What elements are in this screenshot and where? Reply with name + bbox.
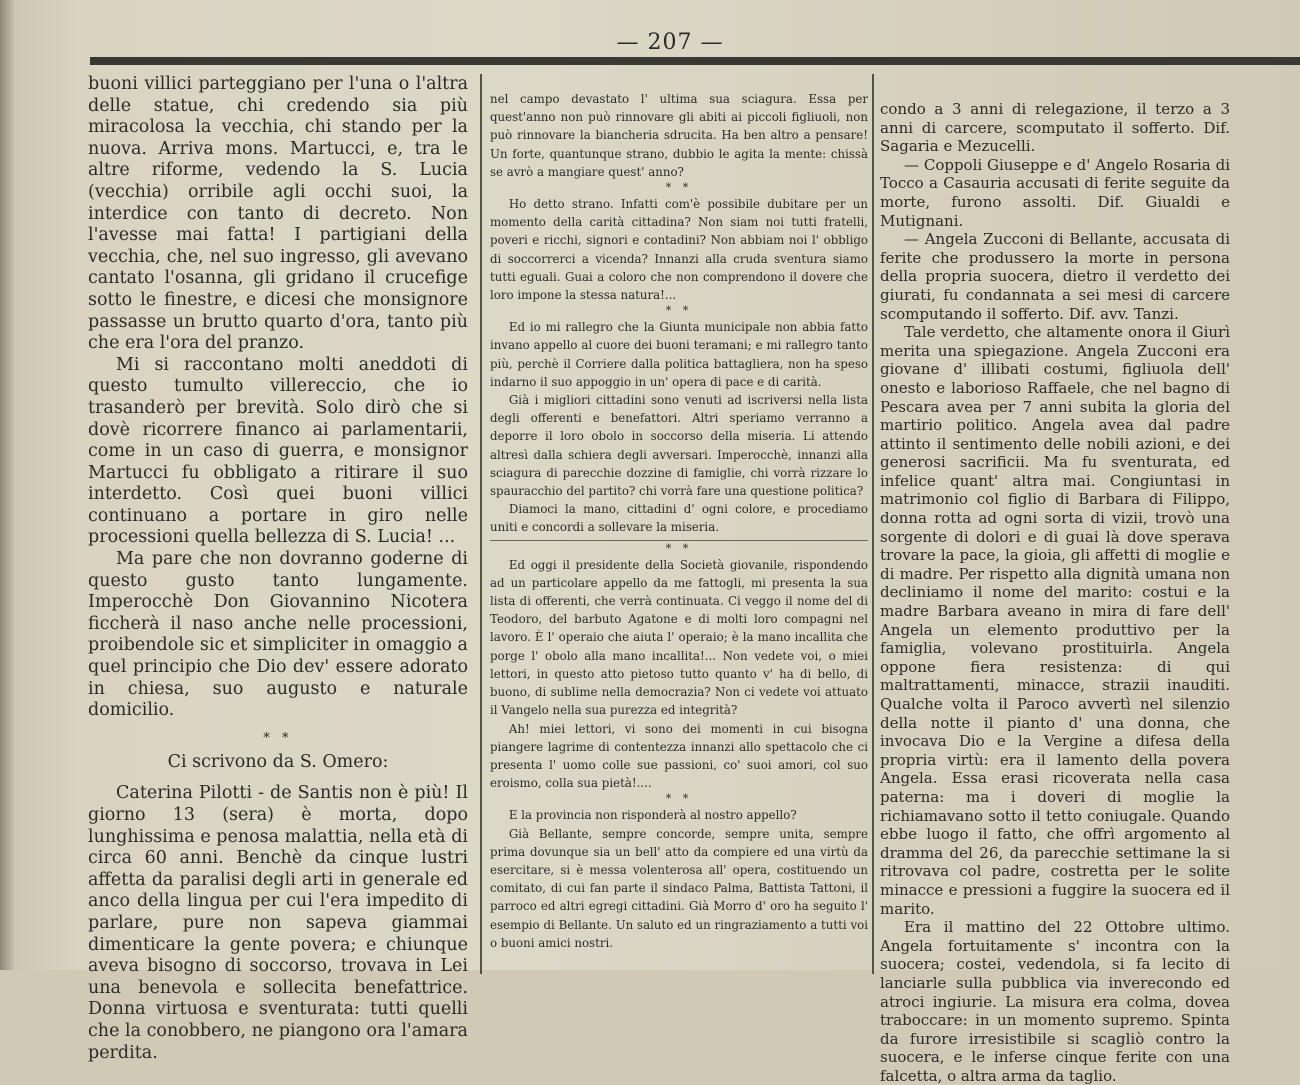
column-right	[880, 100, 1230, 1085]
column-left	[88, 74, 468, 1064]
separator-rule	[490, 540, 868, 541]
paragraph: Ah! miei lettori, vi sono dei momenti in cui bisogna piangere lagrime di contentezza innanzi allo spettacolo che ci presenta l' uomo colle sue passioni, co' suoi amori, col suo eroismo, colla sua pietà!....	[490, 721, 868, 791]
column-middle	[490, 90, 868, 952]
paragraph: Ma pare che non dovranno goderne di questo gusto tanto lungamente. Imperocchè Don Giovannino Nicotera ficcherà il naso anche nelle processioni, proibendole sic et simpliciter in omaggio a quel principio che Dio dev' essere adorato in chiesa, suo augusto e naturale domicilio.	[88, 549, 468, 721]
section-stars: * *	[665, 541, 693, 555]
paragraph: — Coppoli Giuseppe e d' Angelo Rosaria di Tocco a Casauria accusati di ferite seguite da morte, furono assolti. Dif. Giualdi e Mutignani.	[880, 155, 1230, 230]
section-stars: * *	[665, 792, 693, 806]
column-divider-2	[872, 74, 874, 974]
section-stars: * *	[263, 730, 293, 746]
paragraph: Diamoci la mano, cittadini d' ogni colore, e procediamo uniti e concordi a sollevare la miseria.	[490, 502, 868, 535]
paragraph: buoni villici parteggiano per l'una o l'altra delle statue, chi credendo sia più miracolosa la vecchia, chi stando per la nuova. Arriva mons. Martucci, e, tra le altre riforme, vedendo la S. Lucia (vecchia) orribile agli occhi suoi, la interdice con tanto di decreto. Non l'avesse mai fatta! I partigiani della vecchia, che, nel suo ingresso, gli avevano cantato l'osanna, gli gridano il crucefige sotto le finestre, e dicesi che monsignore passasse un brutto quarto d'ora, tanto più che era l'ora del pranzo.	[88, 74, 468, 354]
paragraph: — Angela Zucconi di Bellante, accusata di ferite che produssero la morte in persona della propria suocera, dietro il verdetto dei giurati, fu condannata a sei mesi di carcere scomputando il sofferto. Dif. avv. Tanzi.	[880, 230, 1230, 323]
section-stars: * *	[665, 181, 693, 195]
paragraph: Mi si raccontano molti aneddoti di questo tumulto villereccio, che io trasanderò per brevità. Solo dirò che si dovè ricorrere financo ai parlamentarii, come in un caso di guerra, e monsignor Martucci fu obbligato a ritirare il suo interdetto. Così quei buoni villici continuano a portare in giro nelle processioni quella bellezza di S. Lucia! ...	[88, 354, 468, 548]
paragraph: Ed io mi rallegro che la Giunta municipale non abbia fatto invano appello al cuore dei buoni teramani; e mi rallegro tanto più, perchè il Corriere dalla politica battagliera, non ha speso indarno il suo appoggio in un' opera di pace e di carità.	[490, 320, 868, 389]
section-heading: Ci scrivono da S. Omero:	[167, 751, 389, 772]
paragraph: condo a 3 anni di relegazione, il terzo a 3 anni di carcere, scomputato il sofferto. Dif. Sagaria e Mezucelli.	[880, 100, 1230, 156]
book-spine-edge	[0, 0, 14, 970]
paragraph: Ed oggi il presidente della Società giovanile, rispondendo ad un particolare appello da me fattogli, mi presenta la sua lista di offerenti, che verrà continuata. Ci veggo il nome del di Teodoro, del barbuto Agatone e di molti loro compagni nel lavoro. È l' operaio che aiuta l' operaio; è la mano incallita che porge l' obolo alla mano incallita!... Non vedete voi, o miei lettori, in questo atto pietoso tutto quanto v' ha di bello, di buono, di sublime nella democrazia? Non ci vedete voi attuato il Vangelo nella sua purezza ed integrità?	[490, 557, 868, 718]
paragraph: Tale verdetto, che altamente onora il Giurì merita una spiegazione. Angela Zucconi era giovane d' illibati costumi, figliuola dell' onesto e laborioso Raffaele, che nel bagno di Pescara avea per 7 anni subita la gloria del martirio politico. Angela avea dal padre attinto il sentimento delle nobili azioni, e dei generosi sacrificii. Ma fu sventurata, ed infelice quant' altra mai. Congiuntasi in matrimonio col figlio di Barbara di Filippo, donna rotta ad ogni sorta di vizii, trovò una sorgente di dolori e di guai là dove sperava trovare la pace, la gioia, gli affetti di moglie e di madre. Per rispetto alla dignità umana non decliniamo il nome del marito: costui e la madre Barbara aveano in mira di fare dell' Angela un elemento produttivo per la famiglia, volevano prostituirla. Angela oppone fiera resistenza: di qui maltrattamenti, minacce, strazii inauditi. Qualche volta il Paroco avvertì nel silenzio della notte il pianto d' una donna, che invocava Dio e la Vergine a difesa della propria virtù: era il lamento della povera Angela. Essa erasi ricoverata nella casa paterna: ma i doveri di moglie la richiamavano sotto il tetto coniugale. Quando ebbe luogo il fatto, che offrì argomento al dramma del 26, da parecchie settimane la si ritrovava col padre, costretta per le solite minacce e pressioni a fuggire la suocera ed il marito.	[880, 323, 1230, 918]
section-stars: * *	[665, 304, 693, 318]
paragraph: nel campo devastato l' ultima sua sciagura. Essa per quest'anno non può rinnovare gli abiti ai piccoli figliuoli, non può rinnovare la biancheria sdrucita. Ha ben altro a pensare! Un forte, quantunque strano, dubbio le agita la mente: chissà se avrò a mangiare quest' anno?	[490, 92, 868, 179]
paragraph: Già Bellante, sempre concorde, sempre unita, sempre prima dovunque sia un bell' atto da compiere ed una virtù da esercitare, si è messa volenterosa all' opera, costituendo un comitato, di cui fan parte il sindaco Palma, Battista Tattoni, il parroco ed altri egregi cittadini. Già Morro d' oro ha seguito l' esempio di Bellante. Un saluto ed un ringraziamento a tutti voi o buoni amici nostri.	[490, 826, 868, 950]
column-divider-1	[480, 74, 482, 974]
paragraph: E la provincia non risponderà al nostro appello?	[508, 808, 797, 823]
header-rule	[90, 57, 1300, 65]
paragraph: Già i migliori cittadini sono venuti ad iscriversi nella lista degli offerenti e benefattori. Altri speriamo verranno a deporre il loro obolo in soccorso della miseria. Li attendo altresì dalla schiera degli avversari. Imperocchè, innanzi alla sciagura di parecchie dozzine di famiglie, chi vorrà rizzare lo spauracchio del partito? chi vorrà fare una questione politica?	[490, 393, 868, 499]
paragraph: Ho detto strano. Infatti com'è possibile dubitare per un momento della carità cittadina? Non siam noi tutti fratelli, poveri e ricchi, signori e contadini? Non abbiam noi l' obbligo di soccorrerci a vicenda? Innanzi alla cruda sventura siamo tutti eguali. Guai a coloro che non comprendono il dovere che loro impone la stessa natura!...	[490, 197, 868, 303]
paragraph: Caterina Pilotti - de Santis non è più! Il giorno 13 (sera) è morta, dopo lunghissima e penosa malattia, nella età di circa 60 anni. Benchè da cinque lustri affetta da paralisi degli arti in generale ed anco della lingua per cui l'era impedito di parlare, pure non sapeva giammai dimenticare la gente povera; e chiunque aveva bisogno di soccorso, trovava in Lei una benevola e sollecita benefattrice. Donna virtuosa e sventurata: tutti quelli che la conobbero, ne piangono ora l'amara perdita.	[88, 783, 468, 1063]
paragraph: Era il mattino del 22 Ottobre ultimo. Angela fortuitamente s' incontra con la suocera; costei, vedendola, si fa lecito di lanciarle sulla pubblica via inverecondo ed atroci ingiurie. La misura era colma, dovea traboccare: in un momento supremo. Spinta da furore irresistibile si scagliò contro la suocera, e le inferse cinque ferite con una falcetta, o altra arma da taglio.	[880, 918, 1230, 1085]
page-number: — 207 —	[616, 30, 724, 55]
